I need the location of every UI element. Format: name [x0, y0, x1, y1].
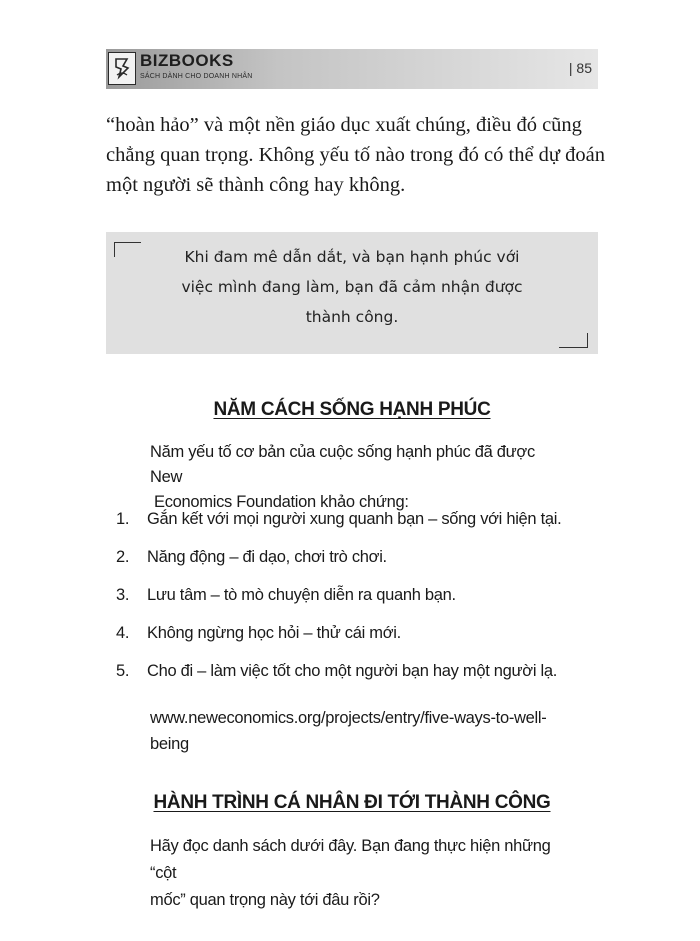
list-item-number: 1.	[116, 510, 130, 528]
source-url-line: being	[150, 735, 189, 753]
section1-intro-line: Năm yếu tố cơ bản của cuộc sống hạnh phúc đã được New	[150, 443, 535, 486]
brand-name: BIZBOOKS	[140, 51, 234, 70]
section2-paragraph	[150, 833, 580, 914]
section2-line: Hãy đọc danh sách dưới đây. Bạn đang thực hiện những “cột	[150, 837, 551, 882]
quote-box	[106, 232, 598, 354]
section-heading-journey: HÀNH TRÌNH CÁ NHÂN ĐI TỚI THÀNH CÔNG	[153, 792, 551, 813]
list-item-number: 3.	[116, 586, 130, 604]
quote-text	[126, 242, 578, 332]
section1-intro	[150, 440, 570, 515]
list-item	[116, 662, 596, 700]
list-item-text: Lưu tâm – tò mò chuyện diễn ra quanh bạn.	[147, 586, 456, 604]
source-url	[150, 705, 580, 757]
quote-line: Khi đam mê dẫn dắt, và bạn hạnh phúc với	[184, 248, 520, 266]
list-item-text: Cho đi – làm việc tốt cho một người bạn hay một người lạ.	[147, 662, 557, 680]
list-item-text: Gắn kết với mọi người xung quanh bạn – sống với hiện tại.	[147, 510, 562, 528]
five-ways-list	[116, 510, 596, 700]
list-item-number: 2.	[116, 548, 130, 566]
list-item-text: Năng động – đi dạo, chơi trò chơi.	[147, 548, 387, 566]
brand-tagline: SÁCH DÀNH CHO DOANH NHÂN	[140, 73, 253, 80]
list-item-number: 5.	[116, 662, 130, 680]
page-number: | 85	[568, 60, 592, 76]
quote-corner-bottom-right	[559, 333, 588, 348]
section-heading-happiness: NĂM CÁCH SỐNG HẠNH PHÚC	[213, 399, 491, 420]
source-url-line: www.neweconomics.org/projects/entry/five-ways-to-well-	[150, 709, 547, 727]
bizbooks-logo-icon	[108, 52, 136, 85]
list-item	[116, 586, 596, 624]
quote-line: thành công.	[305, 308, 399, 326]
list-item-text: Không ngừng học hỏi – thử cái mới.	[147, 624, 401, 642]
quote-line: việc mình đang làm, bạn đã cảm nhận được	[181, 278, 523, 296]
section1-intro-line: Economics Foundation khảo chứng:	[154, 493, 409, 511]
list-item	[116, 624, 596, 662]
list-item	[116, 510, 596, 548]
intro-paragraph: “hoàn hảo” và một nền giáo dục xuất chúng, điều đó cũng chẳng quan trọng. Không yếu tố nào trong đó có thể dự đoán một người sẽ thành công hay không.	[106, 114, 606, 196]
list-item	[116, 548, 596, 586]
list-item-number: 4.	[116, 624, 130, 642]
logo-glyph-icon	[113, 56, 131, 80]
section2-line: mốc” quan trọng này tới đâu rồi?	[150, 891, 380, 909]
